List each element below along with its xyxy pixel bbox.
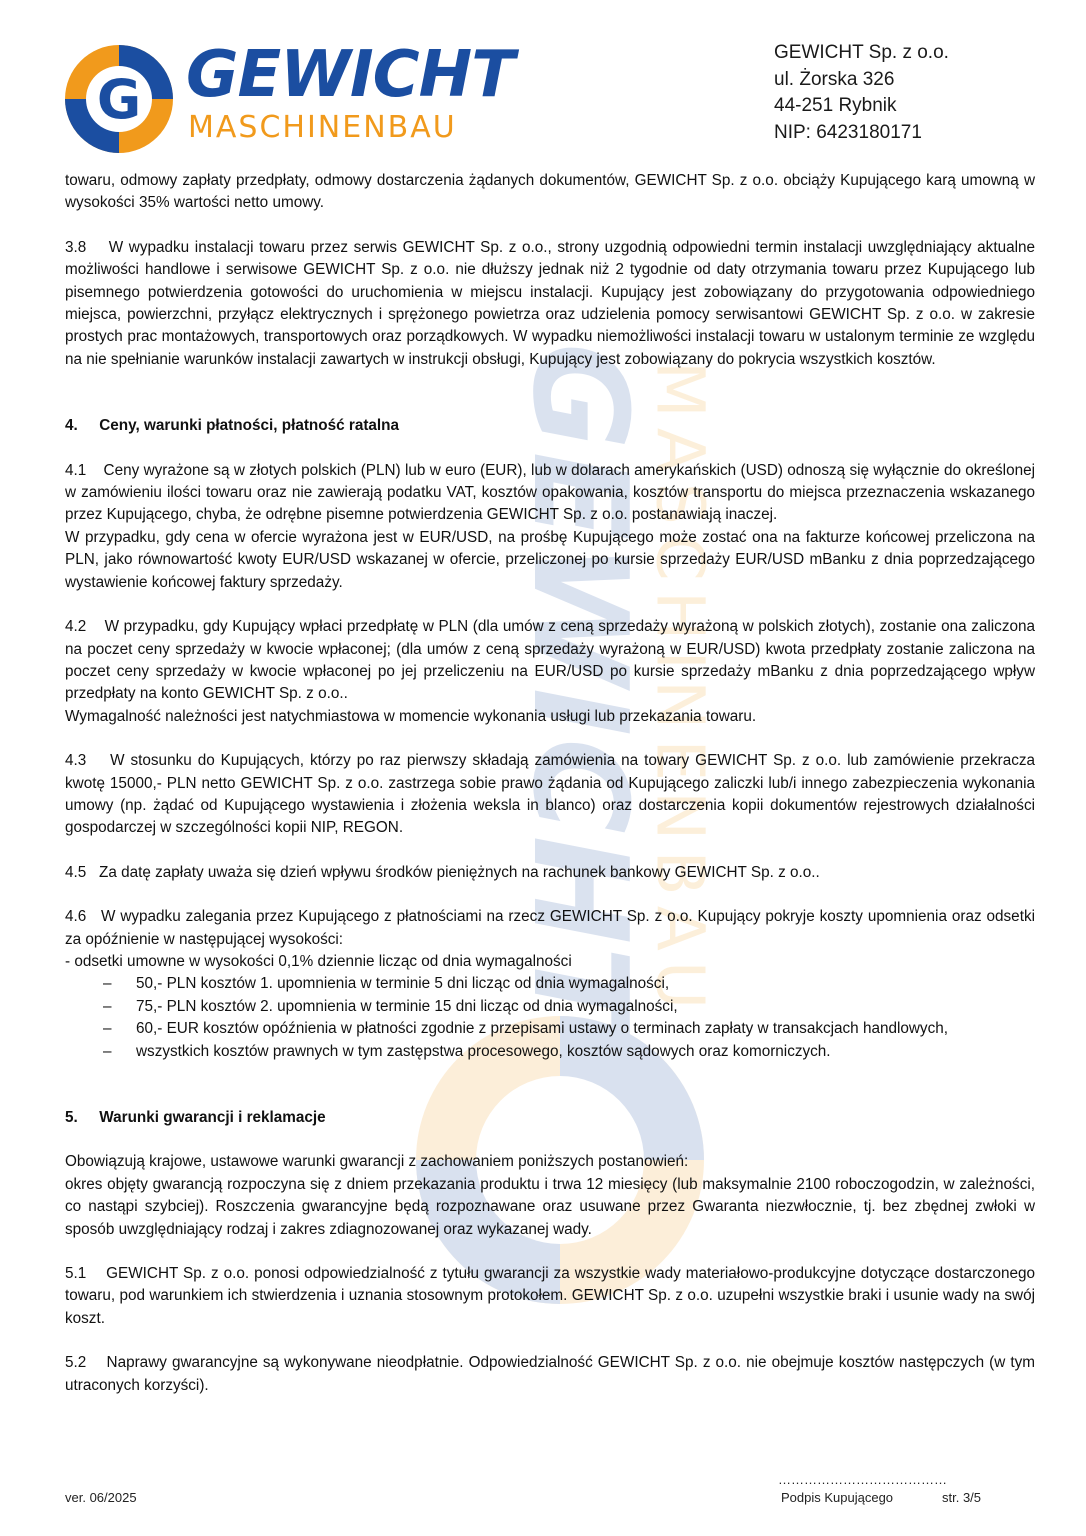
paragraph-number: 5.2: [65, 1354, 87, 1372]
list-item: – 75,- PLN kosztów 2. upomnienia w terminie 15 dni licząc od dnia wymagalności,: [103, 997, 678, 1015]
paragraph-text: W wypadku instalacji towaru przez serwis GEWICHT Sp. z o.o., strony uzgodnią odpowiedni termin instalacji uwzględniający aktualne możliwości handlowe i serwisowe GEWICHT Sp. z o.o. nie dłuższy jednak niż 2 tygodnie od daty otrzymania towaru przez Kupującego lub pisemnego potwierdzenia gotowości do uruchomienia w miejscu instalacji. Kupujący jest zobowiązany do przygotowania odpowiedniego miejsca, powierzchni, przyłącz elektrycznych i sprężonego powietrza oraz udzielenia pomocy serwisantowi GEWICHT Sp. z o.o. w zakresie prostych prac montażowych, transportowych oraz porządkowych. W wypadku niemożliwości instalacji towaru w ustalonym terminie ze względu na nie spełnianie warunków instalacji zawartych w instrukcji obsługi, Kupujący jest zobowiązany do pokrycia wszystkich kosztów.: [65, 238, 1036, 368]
company-street: ul. Żorska 326: [774, 68, 895, 90]
paragraph-number: 4.3: [65, 752, 87, 770]
paragraph-text: W wypadku zalegania przez Kupującego z płatnościami na rzecz GEWICHT Sp. z o.o. Kupujący pokryje koszty upomnienia oraz odsetki za opóźnienie w następującej wysokości:: [65, 908, 1035, 948]
paragraph-number: 3.8: [65, 238, 87, 256]
paragraph-text: W stosunku do Kupujących, którzy po raz pierwszy składają zamówienia na towary GEWICHT Sp. z o.o. lub zamówienie przekracza kwotę 15000,- PLN netto GEWICHT Sp. z o.o. zastrzega sobie prawo żądania od Kupującego zaliczki lub/i innego zabezpieczenia wykonania umowy (np. żądać od Kupującego wystawienia i złożenia weksla in blanco) oraz dostarczenia kopii dokumentów rejestrowych działalności gospodarczej w szczególności kopii NIP, REGON.: [65, 752, 1035, 837]
cost-list: [65, 973, 1035, 1063]
signature-label: Podpis Kupującego: [781, 1490, 894, 1505]
page-number: str. 3/5: [942, 1490, 982, 1505]
company-city: 44-251 Rybnik: [774, 95, 897, 116]
list-item: – 50,- PLN kosztów 1. upomnienia w terminie 5 dni licząc od dnia wymagalności,: [103, 975, 670, 993]
paragraph-4-1-b: W przypadku, gdy cena w ofercie wyrażona jest w EUR/USD, na prośbę Kupującego może zostać ona na fakturze końcowej przeliczona na PLN, jako równowartość kwoty EUR/USD wskazanej w ofercie, przeliczonej po kursie sprzedaży EUR/USD mBanku z dnia poprzedzającego wystawienie końcowej faktury sprzedaży.: [65, 528, 1035, 591]
paragraph-number: 4.6: [65, 908, 87, 926]
paragraph-4-1: [65, 460, 1035, 527]
company-name: GEWICHT Sp. z o.o.: [774, 42, 949, 63]
signature-line: …………………………………: [778, 1472, 947, 1487]
paragraph-number: 4.5: [65, 863, 87, 881]
watermark-sub: MASCHINENBAU: [641, 360, 719, 1020]
paragraph-text: W przypadku, gdy Kupujący wpłaci przedpłatę w PLN (dla umów z ceną sprzedaży wyrażoną w polskich złotych), zostanie ona zaliczona na poczet ceny sprzedaży w kwocie wpłaconej; (dla umów z ceną sprzedaży wyrażoną w EUR/USD) kwota przedpłaty zostanie zaliczona na poczet ceny sprzedaży w kwocie wpłaconej po jej przeliczeniu na EUR/USD po kursie sprzedaży mBanku z dnia poprzedzającego wpływ przedpłaty na konto GEWICHT Sp. z o.o..: [65, 618, 1035, 703]
paragraph-4-2: [65, 616, 1035, 706]
section-heading-5: [65, 1107, 1035, 1129]
paragraph-5-intro: Obowiązują krajowe, ustawowe warunki gwarancji z zachowaniem poniższych postanowień:: [65, 1153, 689, 1171]
logo-g-icon: [64, 44, 174, 154]
paragraph-4-6: [65, 906, 1035, 951]
section-heading-4: [65, 415, 1035, 437]
list-item: – wszystkich kosztów prawnych w tym zastępstwa procesowego, kosztów sądowych oraz komorniczych.: [103, 1042, 831, 1060]
paragraph-4-3: [65, 750, 1035, 840]
paragraph-text: Za datę zapłaty uważa się dzień wpływu środków pieniężnych na rachunek bankowy GEWICHT Sp. z o.o..: [99, 863, 820, 881]
watermark-word: GEWICHT: [504, 342, 656, 1038]
company-address: [774, 40, 949, 146]
company-logo: [64, 38, 534, 156]
paragraph-text: Naprawy gwarancyjne są wykonywane nieodpłatnie. Odpowiedzialność GEWICHT Sp. z o.o. nie obejmuje kosztów następczych (w tym utraconych korzyści).: [65, 1354, 1035, 1394]
paragraph-continued: towaru, odmowy zapłaty przedpłaty, odmowy dostarczenia żądanych dokumentów, GEWICHT Sp. z o.o. obciąży Kupującego karą umowną w wysokości 35% wartości netto umowy.: [65, 172, 1035, 212]
section-number: 4.: [65, 417, 78, 435]
section-number: 5.: [65, 1109, 78, 1126]
paragraph-5-1: [65, 1263, 1035, 1330]
list-item: – 60,- EUR kosztów opóźnienia w płatności zgodnie z przepisami ustawy o terminach zapłaty w transakcjach handlowych,: [103, 1020, 948, 1038]
section-title: Ceny, warunki płatności, płatność ratalna: [99, 417, 400, 435]
section-title: Warunki gwarancji i reklamacje: [99, 1109, 326, 1126]
paragraph-4-6-intro: - odsetki umowne w wysokości 0,1% dziennie licząc od dnia wymagalności: [65, 952, 572, 970]
document-version: ver. 06/2025: [65, 1490, 137, 1505]
logo-letter: G: [96, 68, 142, 131]
logo-subtitle: MASCHINENBAU: [188, 110, 457, 145]
paragraph-number: 4.1: [65, 461, 87, 479]
paragraph-3-8: [65, 237, 1035, 371]
logo-wordmark: GEWICHT: [186, 38, 514, 112]
paragraph-4-2-b: Wymagalność należności jest natychmiastowa w momencie wykonania usługi lub przekazania towaru.: [65, 707, 757, 725]
paragraph-number: 5.1: [65, 1265, 87, 1283]
paragraph-5-intro-2: okres objęty gwarancją rozpoczyna się z dniem przekazania produktu i trwa 12 miesięcy (lub maksymalnie 2100 roboczogodzin, w zależności, co nastąpi szybciej). Roszczenia gwarancyjne będą rozpoznawane oraz usuwane przez Gwaranta niezwłocznie, tj. bez zbędnej zwłoki w sposób uwzględniający rodzaj i zakres zdiagnozowanej oraz wykazanej wady.: [65, 1175, 1035, 1238]
paragraph-number: 4.2: [65, 618, 87, 636]
paragraph-5-2: [65, 1352, 1035, 1397]
document-body: [65, 170, 1035, 1397]
paragraph-text: Ceny wyrażone są w złotych polskich (PLN) lub w euro (EUR), lub w dolarach amerykańskich (USD) odnoszą się wyłącznie do określonej w zamówieniu ilości towaru oraz nie zawierają podatku VAT, kosztów opakowania, kosztów transportu do miejsca przeznaczenia wskazanego przez Kupującego, chyba, że odrębne pisemne potwierdzenia GEWICHT Sp. z o.o. postanawiają inaczej.: [65, 461, 1035, 524]
company-nip: NIP: 6423180171: [774, 121, 922, 143]
paragraph-text: GEWICHT Sp. z o.o. ponosi odpowiedzialność z tytułu gwarancji za wszystkie wady materiałowo-produkcyjne dotyczące dostarczonego towaru, pod warunkiem ich stwierdzenia i uznania stosownym protokołem. GEWICHT Sp. z o.o. uzupełni wszystkie braki i usunie wady na swój koszt.: [65, 1265, 1035, 1327]
paragraph-4-5: [65, 862, 1035, 884]
